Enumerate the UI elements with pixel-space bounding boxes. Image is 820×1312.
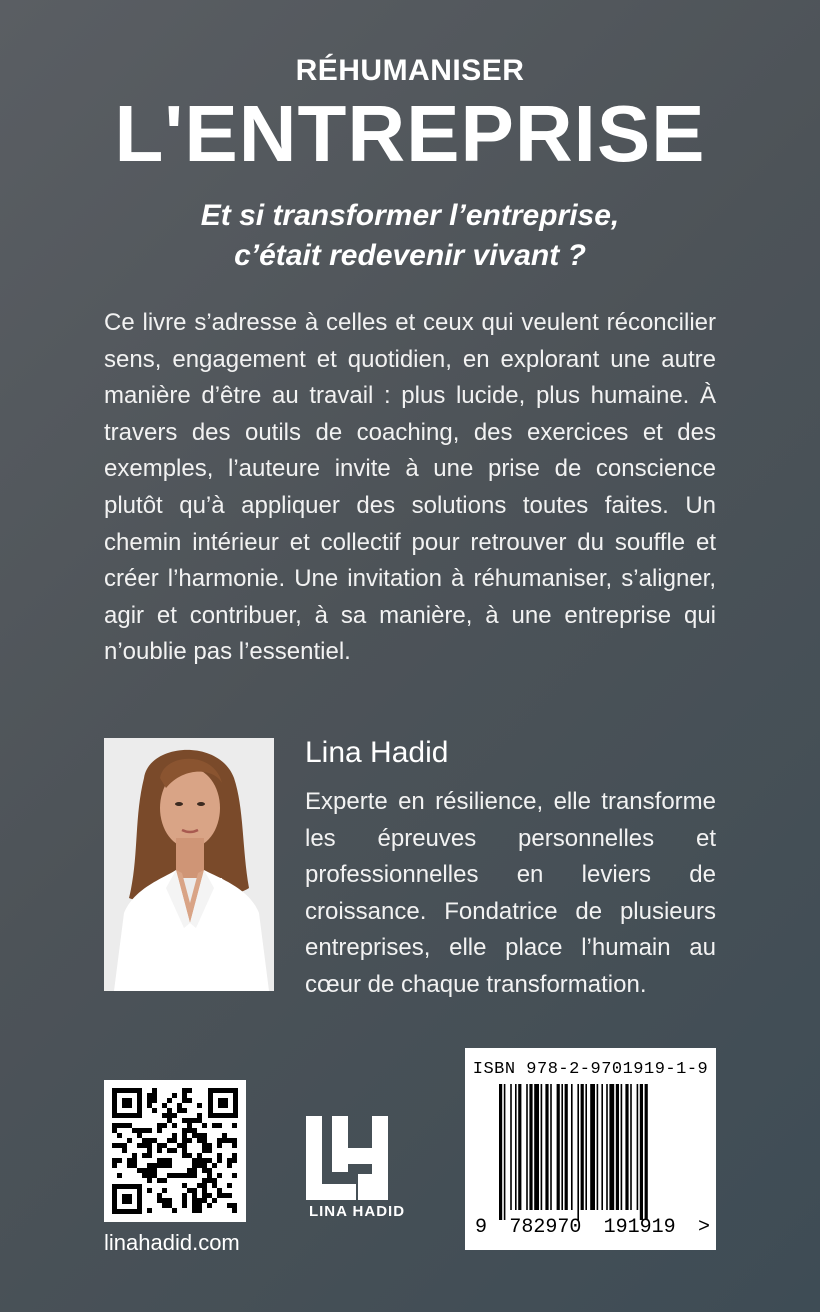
qr-code[interactable] xyxy=(104,1080,246,1222)
tagline-line-2: c’était redevenir vivant ? xyxy=(234,239,586,272)
barcode-arrow: > xyxy=(697,1216,710,1239)
tagline-line-1: Et si transformer l’entreprise, xyxy=(200,199,620,232)
author-bio: Experte en résilience, elle transforme les épreuves personnelles et professionnelles en leviers de croissance. Fondatrice de plusieurs entreprises, elle place l’humain au cœur de chaque transformation. xyxy=(305,788,716,998)
barcode-group-1: 782970 xyxy=(509,1216,582,1239)
author-photo xyxy=(104,738,274,991)
tagline xyxy=(0,196,820,276)
logo-text: LINA HADID xyxy=(308,1203,406,1220)
qr-code-icon xyxy=(104,1080,246,1222)
book-subtitle: RÉHUMANISER xyxy=(295,54,525,87)
lh-logo-icon xyxy=(302,1112,412,1202)
isbn-label: ISBN 978-2-9701919-1-9 xyxy=(472,1060,709,1079)
isbn-barcode xyxy=(465,1048,716,1250)
barcode-group-2: 191919 xyxy=(603,1216,676,1239)
website-link[interactable]: linahadid.com xyxy=(104,1230,240,1255)
barcode-icon xyxy=(499,1084,689,1224)
book-title: L'ENTREPRISE xyxy=(114,89,706,178)
author-name: Lina Hadid xyxy=(305,736,449,769)
author-portrait-image xyxy=(104,738,274,991)
barcode-first-digit: 9 xyxy=(475,1216,488,1239)
book-blurb: Ce livre s’adresse à celles et ceux qui veulent réconcilier sens, engagement et quotidien, en explorant une autre manière d’être au travail : plus lucide, plus humaine. À travers des outils de coaching, des exercices et des exemples, l’auteure invite à une prise de conscience plutôt qu’à appliquer des solutions toutes faites. Un chemin intérieur et collectif pour retrouver du souffle et créer l’harmonie. Une invitation à réhumaniser, s’aligner, agir et contribuer, à sa manière, à une entreprise qui n’oublie pas l’essentiel. xyxy=(104,309,716,666)
barcode-digits xyxy=(475,1216,710,1239)
